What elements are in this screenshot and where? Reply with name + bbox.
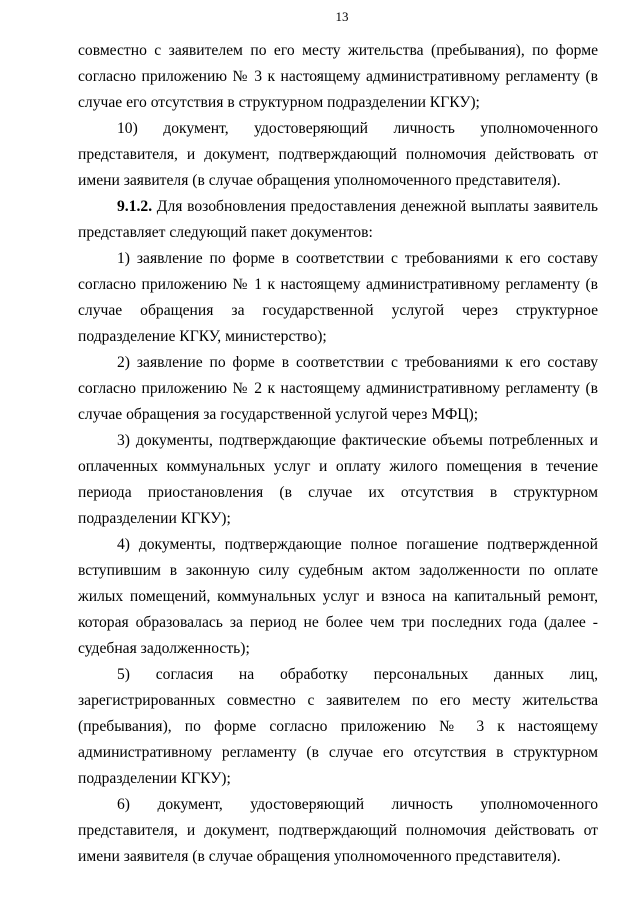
paragraph-text: 4) документы, подтверждающие полное погашение подтвержденной вступившим в законную силу судебным актом задолженности по оплате жилых помещений, коммунальных услуг и взноса на капитальный ремонт, которая образовалась за период не более чем три последних года (далее - судебная задолженность);	[78, 536, 598, 657]
paragraph-continuation	[78, 38, 598, 116]
paragraph-text: 5) согласия на обработку персональных данных лиц, зарегистрированных совместно с заявителем по его месту жительства (пребывания), по форме согласно приложению № 3 к настоящему административному регламенту (в случае его отсутствия в структурном подразделении КГКУ);	[78, 666, 598, 787]
paragraph-text: 2) заявление по форме в соответствии с требованиями к его составу согласно приложению № 2 к настоящему административному регламенту (в случае обращения за государственной услугой через МФЦ);	[78, 354, 598, 423]
list-item-1	[78, 246, 598, 350]
paragraph-text: 6) документ, удостоверяющий личность уполномоченного представителя, и документ, подтверждающий полномочия действовать от имени заявителя (в случае обращения уполномоченного представителя).	[78, 796, 598, 865]
paragraph-text: совместно с заявителем по его месту жительства (пребывания), по форме согласно приложению № 3 к настоящему административному регламенту (в случае его отсутствия в структурном подразделении КГКУ);	[78, 42, 598, 111]
paragraph-text: 10) документ, удостоверяющий личность уполномоченного представителя, и документ, подтверждающий полномочия действовать от имени заявителя (в случае обращения уполномоченного представителя).	[78, 120, 598, 189]
paragraph-text: Для возобновления предоставления денежной выплаты заявитель представляет следующий пакет документов:	[78, 198, 598, 241]
list-item-3	[78, 428, 598, 532]
list-item-10	[78, 116, 598, 194]
list-item-5	[78, 662, 598, 792]
page-number: 13	[335, 9, 349, 24]
section-number: 9.1.2.	[117, 198, 153, 215]
list-item-6	[78, 792, 598, 870]
section-9-1-2	[78, 194, 598, 246]
list-item-4	[78, 532, 598, 662]
paragraph-text: 3) документы, подтверждающие фактические объемы потребленных и оплаченных коммунальных услуг и оплату жилого помещения в течение периода приостановления (в случае их отсутствия в структурном подразделении КГКУ);	[78, 432, 598, 527]
list-item-2	[78, 350, 598, 428]
paragraph-text: 1) заявление по форме в соответствии с требованиями к его составу согласно приложению № 1 к настоящему административному регламенту (в случае обращения за государственной услугой через структурное подразделение КГКУ, министерство);	[78, 250, 598, 345]
